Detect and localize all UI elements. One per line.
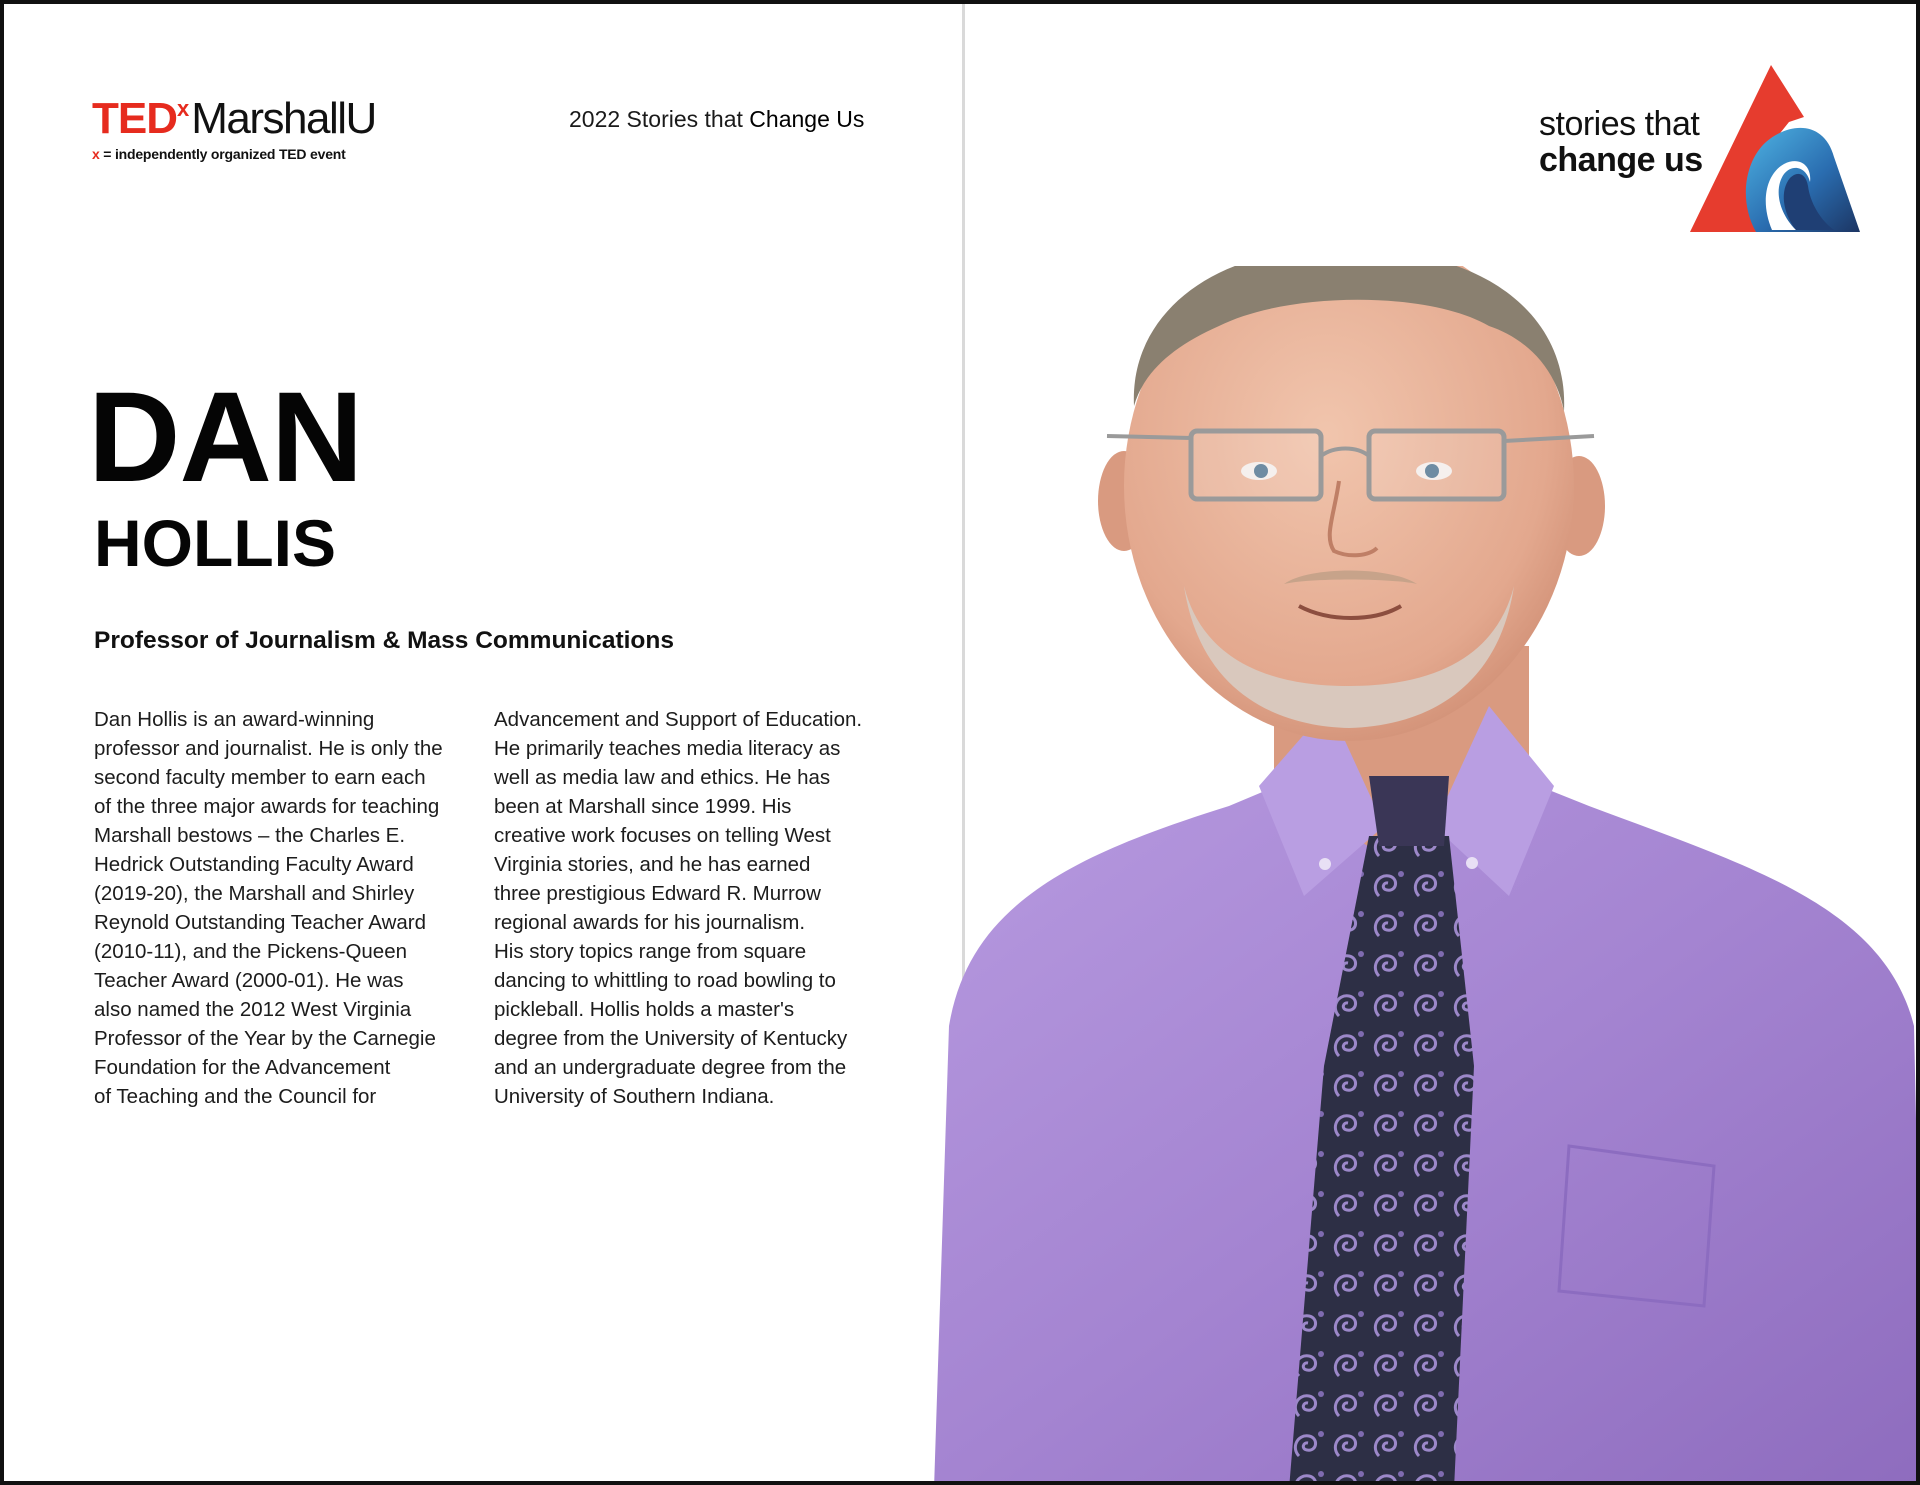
triangle-logo-icon: [1534, 62, 1864, 237]
iris-right: [1425, 464, 1439, 478]
stc-logo-line1: stories that: [1539, 105, 1700, 143]
bio-line: Reynold Outstanding Teacher Award: [94, 911, 427, 934]
speaker-first-name: DAN: [88, 366, 363, 509]
bio-line: dancing to whittling to road bowling to: [494, 969, 836, 992]
tedx-logo: [92, 94, 376, 162]
collar-button-left: [1319, 858, 1331, 870]
bio-column-2: [494, 705, 914, 1111]
bio-line: Dan Hollis is an award-winning: [94, 708, 375, 731]
bio-line: been at Marshall since 1999. His: [494, 795, 792, 818]
portrait-photo: [929, 266, 1920, 1485]
bio-line: His story topics range from square: [494, 940, 807, 963]
bio-line: pickleball. Hollis holds a master's: [494, 998, 795, 1021]
iris-left: [1254, 464, 1268, 478]
tedx-logo-ted: TED: [92, 94, 177, 143]
bio-line: of the three major awards for teaching: [94, 795, 440, 818]
tedx-logo-x: x: [177, 96, 190, 121]
event-subtitle: 2022 Stories that Change Us: [569, 106, 865, 132]
bio-line: creative work focuses on telling West: [494, 824, 831, 847]
bio-line: Marshall bestows – the Charles E.: [94, 824, 406, 847]
speaker-title: Professor of Journalism & Mass Communications: [94, 627, 674, 654]
bio-line: Virginia stories, and he has earned: [494, 853, 811, 876]
bio-line: Professor of the Year by the Carnegie: [94, 1027, 436, 1050]
bio-line: three prestigious Edward R. Murrow: [494, 882, 821, 905]
bio-line: (2019-20), the Marshall and Shirley: [94, 882, 415, 905]
bio-line: Advancement and Support of Education.: [494, 708, 863, 731]
bio-line: second faculty member to earn each: [94, 766, 426, 789]
bio-line: Foundation for the Advancement: [94, 1056, 391, 1079]
bio-line: professor and journalist. He is only the: [94, 737, 443, 760]
stc-logo-line2: change us: [1539, 141, 1703, 179]
bio-line: He primarily teaches media literacy as: [494, 737, 841, 760]
bio-line: Hedrick Outstanding Faculty Award: [94, 853, 414, 876]
glasses-arm-left: [1107, 436, 1191, 438]
event-subtitle-emphasis: Change Us: [749, 106, 865, 132]
tedx-logo-name: MarshallU: [191, 94, 376, 143]
tedx-logo-tagline: x = independently organized TED event: [92, 146, 346, 162]
bio-line: Teacher Award (2000-01). He was: [94, 969, 404, 992]
bio-line: also named the 2012 West Virginia: [94, 998, 412, 1021]
bio-line: and an undergraduate degree from the: [494, 1056, 847, 1079]
bio-column-1: [94, 705, 479, 1111]
speaker-last-name: HOLLIS: [94, 506, 336, 580]
tie-knot: [1369, 776, 1449, 846]
collar-button-right: [1466, 857, 1478, 869]
bio-line: well as media law and ethics. He has: [494, 766, 831, 789]
bio-line: regional awards for his journalism.: [494, 911, 806, 934]
bio-line: (2010-11), and the Pickens-Queen: [94, 940, 408, 963]
bio-line: University of Southern Indiana.: [494, 1085, 775, 1108]
bio-line: of Teaching and the Council for: [94, 1085, 377, 1108]
bio-line: degree from the University of Kentucky: [494, 1027, 848, 1050]
